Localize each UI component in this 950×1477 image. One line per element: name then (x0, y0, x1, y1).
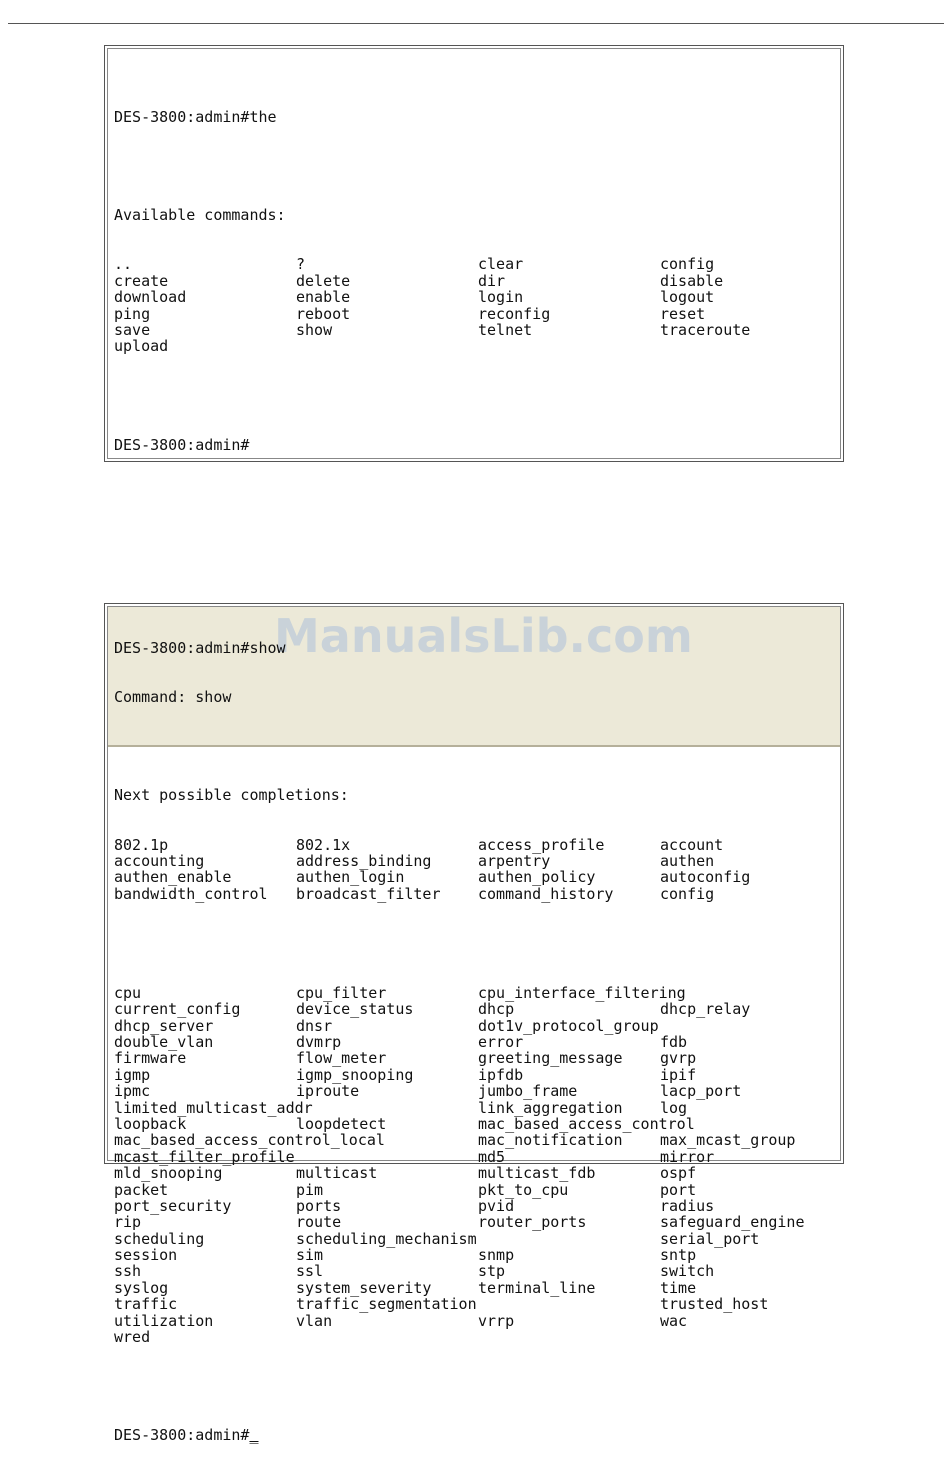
table-cell: reconfig (478, 304, 551, 323)
table-cell (296, 1149, 478, 1165)
cursor: _ (249, 1426, 259, 1445)
table-cell: reboot (296, 304, 351, 323)
table-cell: vrrp (478, 1311, 515, 1330)
table-row (114, 1132, 842, 1148)
table-cell: md5 (478, 1147, 506, 1166)
table-cell: fdb (660, 1032, 688, 1051)
table-row (114, 1214, 842, 1230)
command-echo-line: Command: show (114, 688, 232, 707)
table-cell: login (478, 288, 524, 307)
table-cell: firmware (114, 1049, 187, 1068)
table-cell: iproute (296, 1082, 360, 1101)
table-cell: router_ports (478, 1213, 587, 1232)
table-cell: bandwidth_control (114, 884, 268, 903)
table-cell: syslog (114, 1278, 169, 1297)
table-cell: safeguard_engine (660, 1213, 805, 1232)
table-cell (296, 1329, 478, 1345)
table-cell: stp (478, 1262, 506, 1281)
end-prompt-line: DES-3800:admin# (114, 435, 250, 454)
table-row (114, 1083, 842, 1099)
table-cell: show (296, 320, 333, 339)
table-cell: mac_based_access_control (478, 1114, 695, 1133)
table-cell: telnet (478, 320, 533, 339)
table-row (114, 1280, 842, 1296)
table-cell: dhcp_server (114, 1016, 214, 1035)
table-cell: mac_notification (478, 1131, 623, 1150)
table-cell: ipmc (114, 1082, 151, 1101)
table-cell: double_vlan (114, 1032, 214, 1051)
blank-line (114, 738, 842, 754)
table-cell: loopback (114, 1114, 187, 1133)
table-cell: .. (114, 255, 133, 274)
table-cell: scheduling_mechanism (296, 1229, 477, 1248)
table-cell: ipif (660, 1065, 697, 1084)
table-cell: config (660, 884, 715, 903)
table-cell: delete (296, 271, 351, 290)
table-cell: sntp (660, 1246, 697, 1265)
table-cell: port_security (114, 1196, 232, 1215)
table-row (114, 289, 750, 305)
table-cell: dvmrp (296, 1032, 342, 1051)
table-row (114, 322, 750, 338)
table-row (114, 256, 750, 272)
table-cell: mirror (660, 1147, 715, 1166)
table-cell: ssl (296, 1262, 324, 1281)
table-cell: switch (660, 1262, 715, 1281)
completions-table (114, 985, 842, 1346)
table-cell: pim (296, 1180, 324, 1199)
table-cell: device_status (296, 1000, 414, 1019)
table-cell: ports (296, 1196, 342, 1215)
table-cell: wred (114, 1328, 151, 1347)
table-row (114, 1296, 842, 1312)
available-commands-header: Available commands: (114, 206, 286, 225)
table-cell: time (660, 1278, 697, 1297)
table-cell: vlan (296, 1311, 333, 1330)
table-cell: pkt_to_cpu (478, 1180, 569, 1199)
table-row (114, 1329, 842, 1345)
table-row (114, 306, 750, 322)
table-cell: loopdetect (296, 1114, 387, 1133)
table-cell: route (296, 1213, 342, 1232)
table-cell: trusted_host (660, 1295, 769, 1314)
table-cell: cpu_interface_filtering (478, 983, 686, 1002)
table-cell: cpu (114, 983, 142, 1002)
table-cell: igmp (114, 1065, 151, 1084)
table-cell: arpentry (478, 852, 551, 871)
table-row (114, 1116, 842, 1132)
table-row (114, 869, 842, 885)
table-cell: greeting_message (478, 1049, 623, 1068)
table-cell: reset (660, 304, 706, 323)
table-cell: ssh (114, 1262, 142, 1281)
terminal-output-2 (114, 607, 842, 1477)
table-cell: 802.1p (114, 835, 169, 854)
terminal-window-1 (104, 45, 844, 462)
table-cell: upload (114, 337, 169, 356)
completions-table-top (114, 837, 842, 903)
table-cell: gvrp (660, 1049, 697, 1068)
table-cell: multicast_fdb (478, 1164, 596, 1183)
table-cell: port (660, 1180, 697, 1199)
table-row (114, 1100, 842, 1116)
table-cell: ipfdb (478, 1065, 524, 1084)
table-row (114, 853, 842, 869)
table-row (114, 1050, 842, 1066)
table-cell: dot1v_protocol_group (478, 1016, 659, 1035)
table-cell: error (478, 1032, 524, 1051)
table-cell (478, 338, 660, 354)
table-cell: 802.1x (296, 835, 351, 854)
table-cell: igmp_snooping (296, 1065, 414, 1084)
table-cell: session (114, 1246, 178, 1265)
table-cell: accounting (114, 852, 205, 871)
table-cell: ospf (660, 1164, 697, 1183)
table-row (114, 886, 842, 902)
table-cell: link_aggregation (478, 1098, 623, 1117)
end-prompt-text: DES-3800:admin# (114, 1426, 250, 1445)
table-cell: flow_meter (296, 1049, 387, 1068)
table-cell: ping (114, 304, 151, 323)
table-cell: dnsr (296, 1016, 333, 1035)
table-row (114, 1018, 842, 1034)
table-cell: authen_enable (114, 868, 232, 887)
terminal-output-1 (114, 76, 750, 486)
table-cell: access_profile (478, 835, 605, 854)
table-cell: broadcast_filter (296, 884, 441, 903)
table-cell: authen (660, 852, 715, 871)
table-cell: sim (296, 1246, 324, 1265)
page-top-rule (8, 23, 944, 24)
table-cell: max_mcast_group (660, 1131, 796, 1150)
table-cell: address_binding (296, 852, 432, 871)
table-row (114, 985, 842, 1001)
table-cell: authen_policy (478, 868, 596, 887)
table-cell: utilization (114, 1311, 214, 1330)
table-cell: authen_login (296, 868, 405, 887)
completions-header: Next possible completions: (114, 786, 349, 805)
table-cell: enable (296, 288, 351, 307)
table-row (114, 1182, 842, 1198)
command-prompt-line: DES-3800:admin#the (114, 107, 277, 126)
table-cell: download (114, 288, 187, 307)
blank-line (114, 388, 750, 404)
table-cell: create (114, 271, 169, 290)
table-cell: account (660, 835, 724, 854)
table-cell: clear (478, 255, 524, 274)
table-cell: serial_port (660, 1229, 760, 1248)
table-cell: jumbo_frame (478, 1082, 578, 1101)
table-cell: current_config (114, 1000, 241, 1019)
blank-line (114, 1378, 842, 1394)
table-row (114, 1149, 842, 1165)
table-row (114, 1034, 842, 1050)
section-gap (114, 935, 842, 952)
terminal-screen-1 (107, 48, 841, 459)
table-cell: packet (114, 1180, 169, 1199)
table-cell: cpu_filter (296, 983, 387, 1002)
table-cell (296, 338, 478, 354)
table-cell: config (660, 255, 715, 274)
table-cell: lacp_port (660, 1082, 742, 1101)
table-cell: dhcp_relay (660, 1000, 751, 1019)
table-cell: dhcp (478, 1000, 515, 1019)
table-cell: terminal_line (478, 1278, 596, 1297)
table-cell: traffic_segmentation (296, 1295, 477, 1314)
table-cell: pvid (478, 1196, 515, 1215)
table-cell: multicast (296, 1164, 378, 1183)
table-cell: autoconfig (660, 868, 751, 887)
blank-line (114, 158, 750, 174)
table-row (114, 1067, 842, 1083)
table-cell: scheduling (114, 1229, 205, 1248)
table-cell (478, 1296, 660, 1312)
table-row (114, 1247, 842, 1263)
table-cell: snmp (478, 1246, 515, 1265)
table-row (114, 1313, 842, 1329)
table-row (114, 338, 750, 354)
table-cell: traffic (114, 1295, 178, 1314)
table-row (114, 273, 750, 289)
table-cell: disable (660, 271, 724, 290)
table-cell (478, 1231, 660, 1247)
table-cell: ? (296, 255, 306, 274)
table-cell: mld_snooping (114, 1164, 223, 1183)
table-row (114, 837, 842, 853)
table-row (114, 1165, 842, 1181)
terminal-screen-2 (107, 606, 841, 1445)
table-cell: logout (660, 288, 715, 307)
table-cell: mcast_filter_profile (114, 1147, 295, 1166)
table-cell: traceroute (660, 320, 751, 339)
table-cell: mac_based_access_control_local (114, 1131, 385, 1150)
table-cell: system_severity (296, 1278, 432, 1297)
table-row (114, 1231, 842, 1247)
table-cell: command_history (478, 884, 614, 903)
table-cell (478, 1329, 660, 1345)
table-cell: rip (114, 1213, 142, 1232)
terminal-window-2 (104, 603, 844, 1445)
table-cell: radius (660, 1196, 715, 1215)
table-cell: save (114, 320, 151, 339)
table-cell: log (660, 1098, 688, 1117)
end-prompt-line (114, 1427, 842, 1443)
table-cell: limited_multicast_addr (114, 1098, 313, 1117)
commands-table (114, 256, 750, 354)
watermark-text: ManualsLib.com (274, 609, 693, 663)
table-row (114, 1263, 842, 1279)
table-cell: dir (478, 271, 506, 290)
command-prompt-line: DES-3800:admin#show (114, 638, 286, 657)
table-cell: wac (660, 1311, 688, 1330)
table-row (114, 1198, 842, 1214)
table-row (114, 1001, 842, 1017)
